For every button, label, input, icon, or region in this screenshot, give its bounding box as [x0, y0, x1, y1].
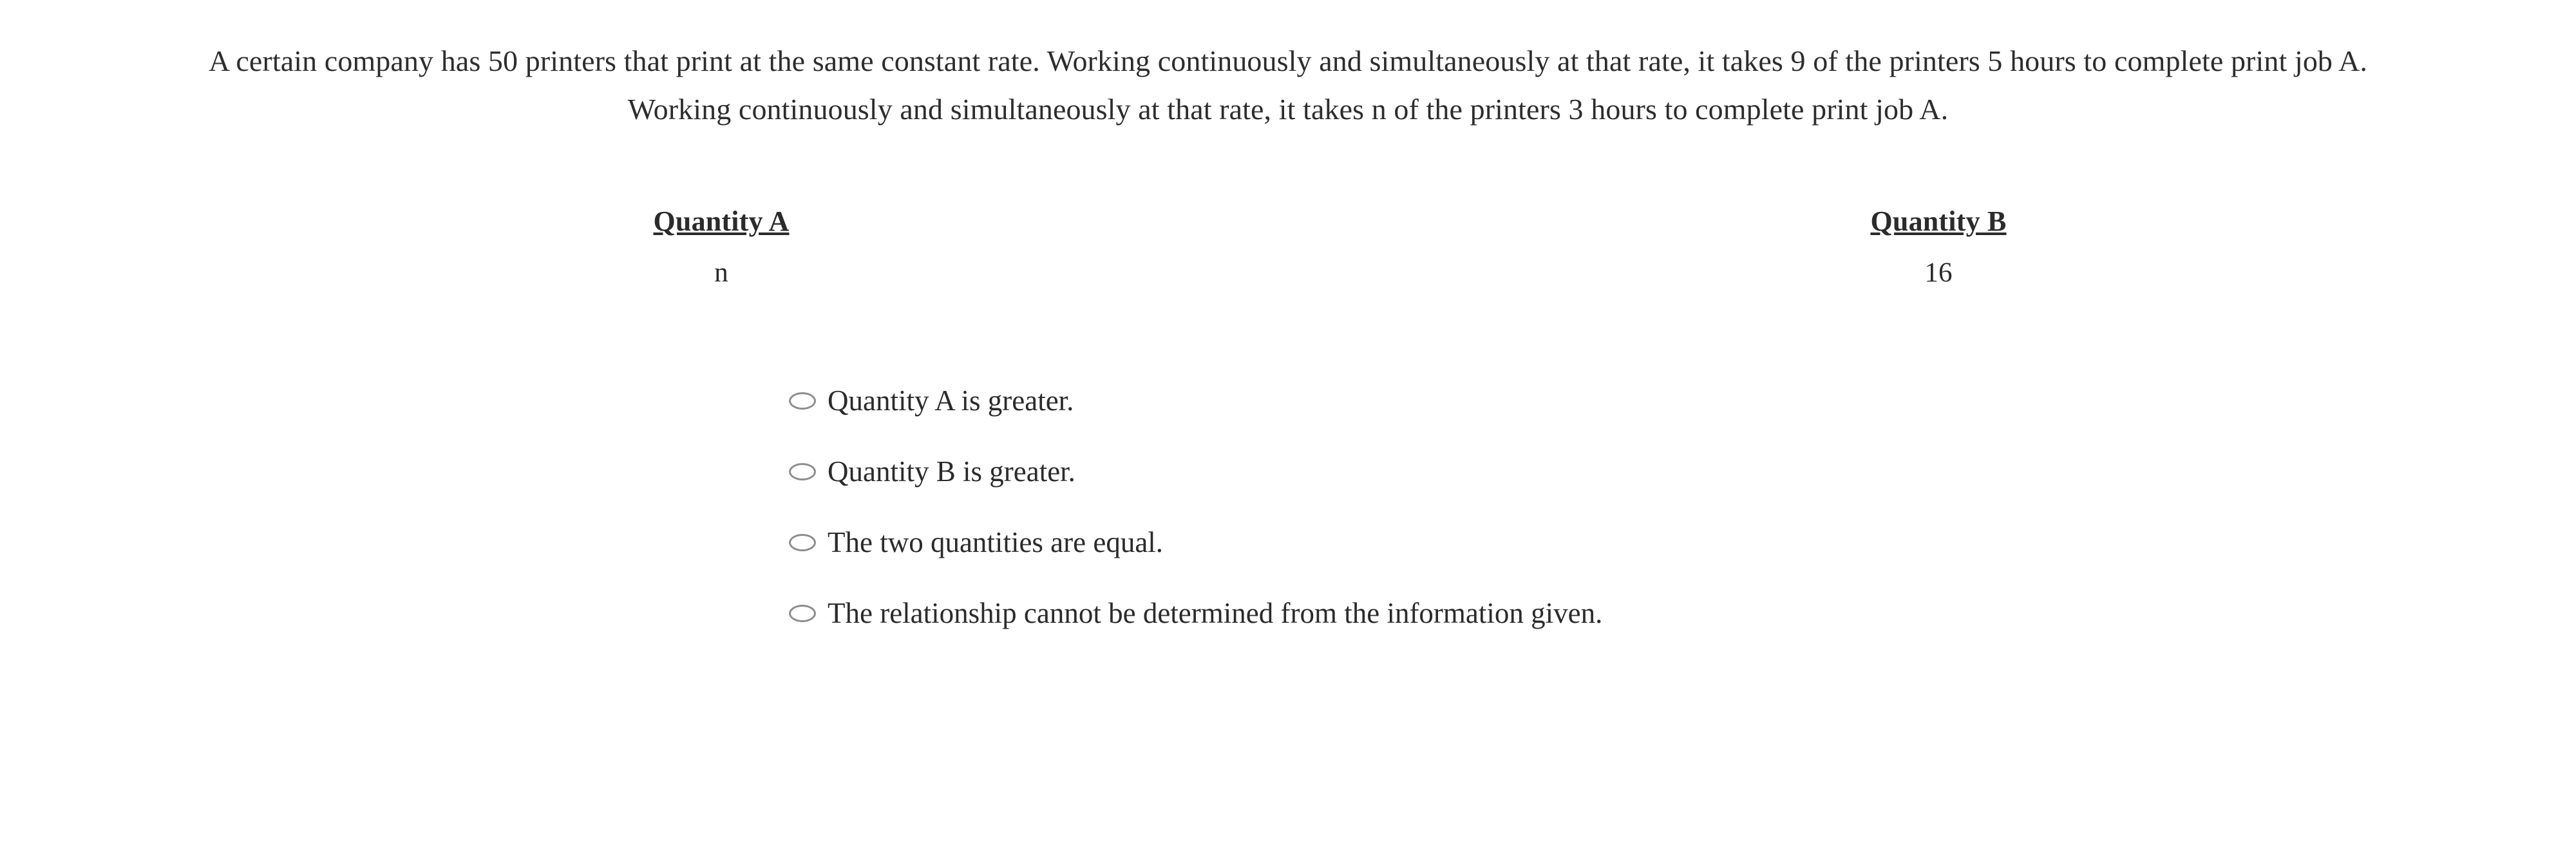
answer-option-d-label: The relationship cannot be determined from the information given. — [828, 597, 1603, 630]
answer-option-b-label: Quantity B is greater. — [828, 455, 1075, 488]
answer-options — [0, 366, 2576, 649]
answer-option-c-label: The two quantities are equal. — [828, 526, 1164, 559]
quantity-b-title: Quantity B — [1870, 205, 2007, 237]
quantity-a-value: n — [714, 257, 728, 288]
quantity-a-block — [496, 205, 947, 289]
answer-option-b[interactable] — [789, 437, 2576, 508]
answer-option-c[interactable] — [789, 508, 2576, 578]
quantity-comparison — [77, 205, 2499, 321]
question-stem: A certain company has 50 printers that print at the same constant rate. Working continuously and simultaneously at that rate, it takes 9 of the printers 5 hours to complete print job A. Working continuously and simultaneously at that rate, it takes n of the printers 3 hours to complete print job A. — [208, 44, 2368, 126]
quantity-a-title: Quantity A — [653, 205, 790, 237]
radio-button-icon[interactable] — [789, 392, 816, 410]
answer-option-d[interactable] — [789, 578, 2576, 649]
answer-option-a-label: Quantity A is greater. — [828, 384, 1074, 417]
quantity-b-block — [1713, 205, 2164, 289]
radio-button-icon[interactable] — [789, 463, 816, 480]
radio-button-icon[interactable] — [789, 605, 816, 622]
radio-button-icon[interactable] — [789, 534, 816, 551]
answer-option-a[interactable] — [789, 366, 2576, 437]
quantity-b-value: 16 — [1924, 257, 1953, 288]
